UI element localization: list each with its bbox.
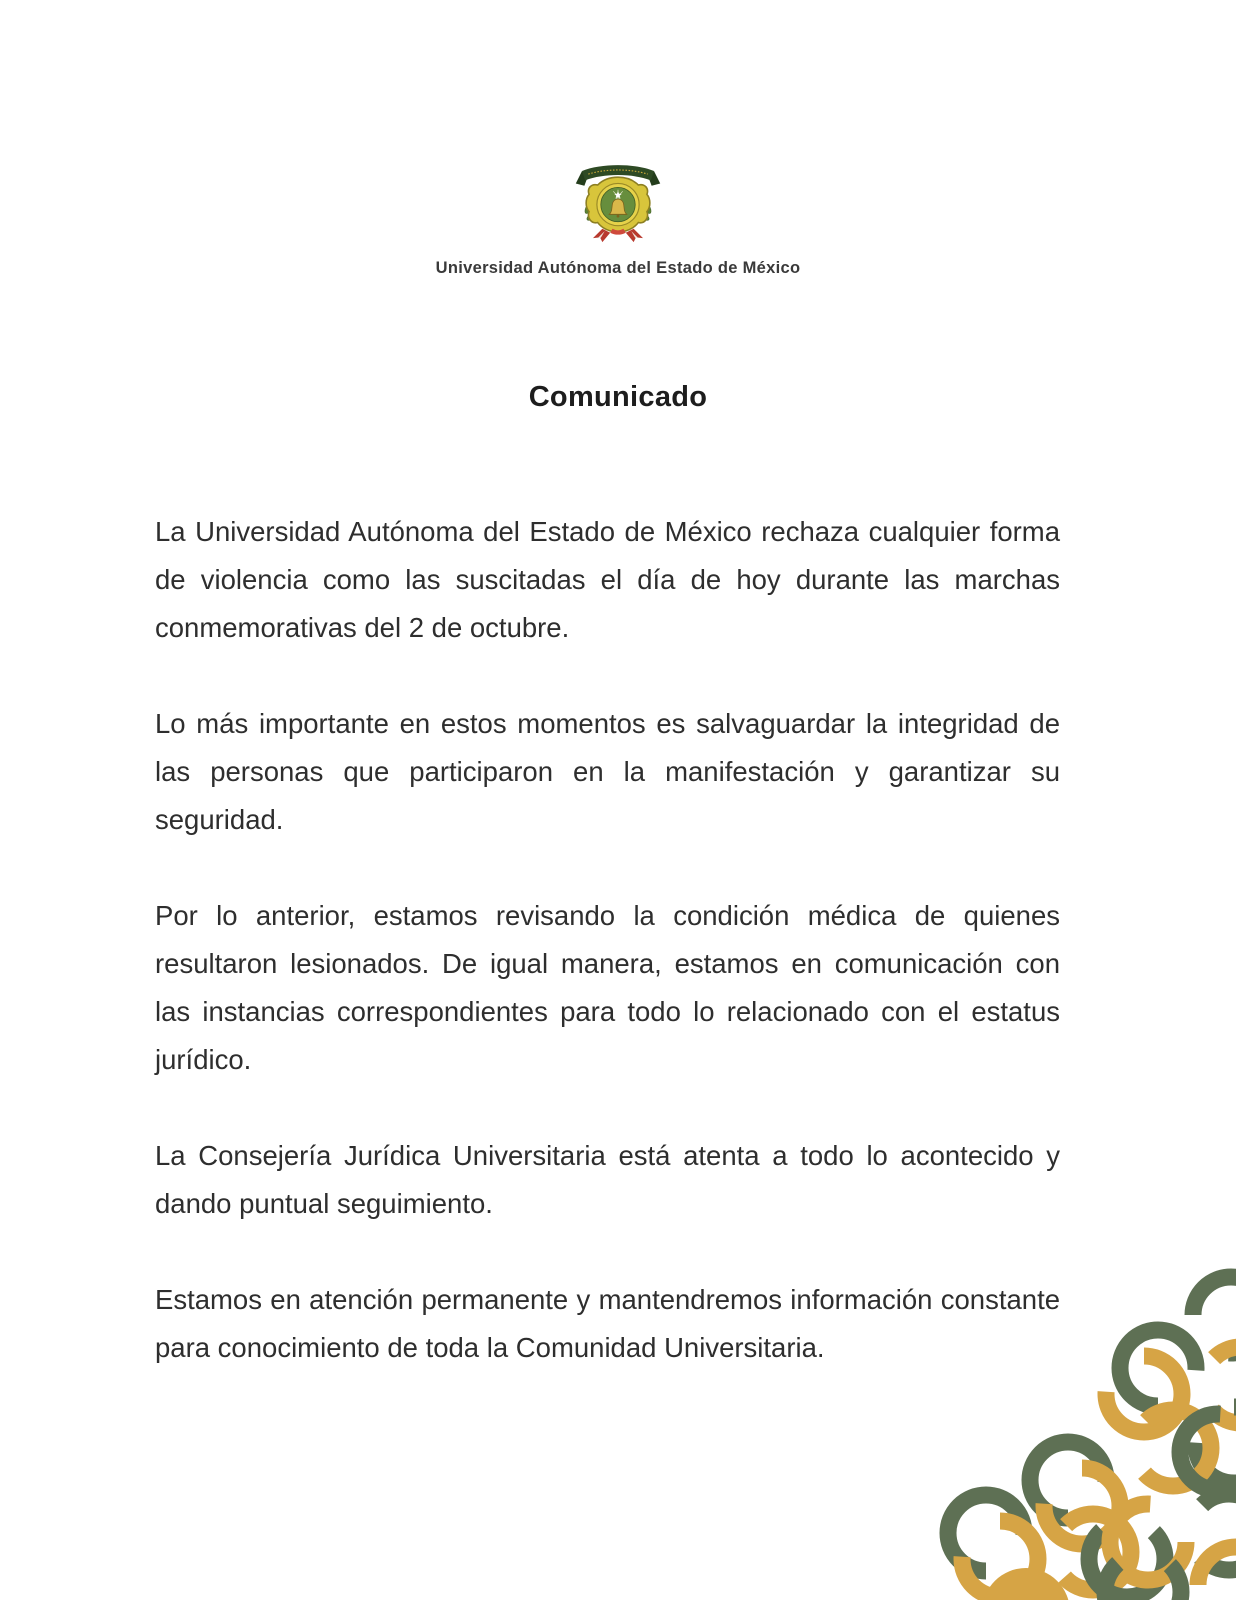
gold-dome-shape: [982, 1568, 1070, 1600]
rings-pattern-icon: [896, 1240, 1236, 1600]
crest-ribbons: [593, 229, 643, 242]
paragraph-5: Estamos en atención permanente y mantendremos información constante para conocimiento de toda la Comunidad Universitaria.: [155, 1284, 1060, 1363]
university-crest-icon: [570, 160, 666, 246]
paragraph-1: La Universidad Autónoma del Estado de México rechaza cualquier forma de violencia como las suscitadas el día de hoy durante las marchas conmemorativas del 2 de octubre.: [155, 516, 1060, 643]
paragraph-3: Por lo anterior, estamos revisando la condición médica de quienes resultaron lesionados. De igual manera, estamos en comunicación con las instancias correspondientes para todo lo relacionado con el estatus jurídico.: [155, 900, 1060, 1075]
university-name: Universidad Autónoma del Estado de México: [435, 259, 801, 277]
paragraph-4: La Consejería Jurídica Universitaria está atenta a todo lo acontecido y dando puntual seguimiento.: [155, 1140, 1060, 1219]
page-header: [0, 160, 1236, 278]
document-title: Comunicado: [528, 381, 708, 413]
interlocking-rings-decoration: [896, 1240, 1236, 1600]
paragraph-2: Lo más importante en estos momentos es salvaguardar la integridad de las personas que participaron en la manifestación y garantizar su seguridad.: [155, 708, 1060, 835]
